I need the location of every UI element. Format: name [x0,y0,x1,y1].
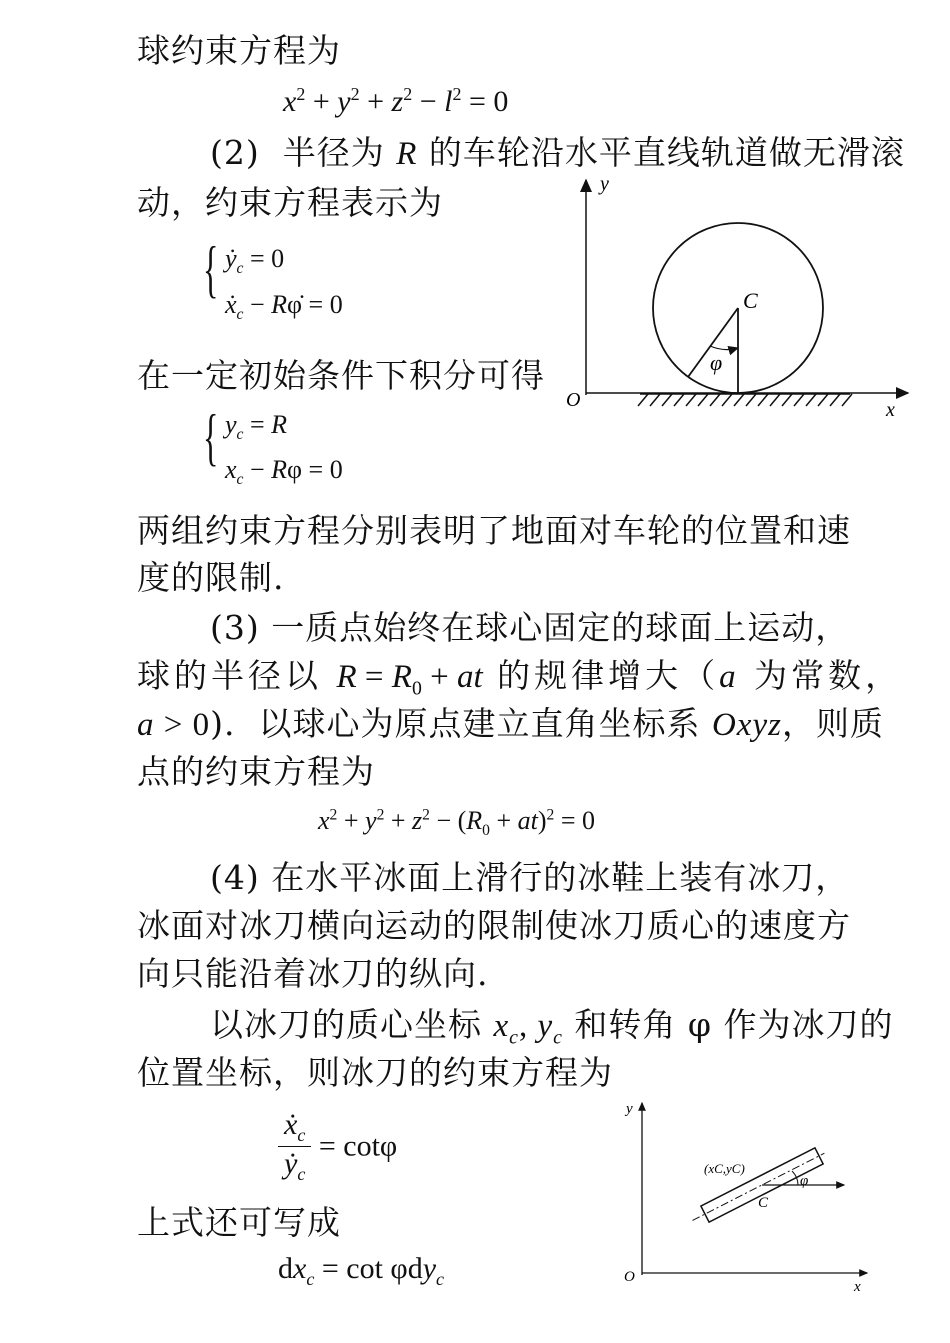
brace-wheel-vel: { [203,233,219,304]
item2-line2: 动，约束方程表示为 [137,183,443,222]
equation-sphere: $x^2 + y^2 + z^2 - (R_0 + at)^2 = 0$ [318,806,596,840]
figure-blade [612,1095,872,1300]
wheel-angle-label: φ [710,350,723,375]
eq-wheel-vel-1: ẏ$_c$ = 0 [225,244,285,278]
blade-origin-label: O [624,1269,635,1285]
blade-line1: 以冰刀的质心坐标 $x_c$, $y_c$ 和转角 φ 作为冰刀的 [210,1005,894,1049]
item3-line1: (3) 一质点始终在球心固定的球面上运动， [210,608,850,647]
item4-line1: (4) 在水平冰面上滑行的冰鞋上装有冰刀， [210,858,850,897]
equation-ball: $x^2 + y^2 + z^2 - l^2 = 0$ [283,84,509,118]
equation-blade-fraction: $\frac{ẋ_c}{ẏ_c}$ = cotφ [278,1108,397,1185]
eq-wheel-pos-1: $y_c = R$ [225,410,288,444]
wheel-origin-label: O [566,389,581,411]
item3-line3: a > 0). 以球心为原点建立直角坐标系 Oxyz，则质 [137,704,884,743]
wheel-center-label: C [743,288,758,313]
ground-hatch [638,394,852,406]
blade-x-label: x [854,1279,861,1295]
wheel-y-label: y [600,173,609,195]
item3-line2: 球的半径以 $R = R_0$ + at 的规律增大（a 为常数， [137,656,903,700]
blade-angle-label: φ [800,1173,809,1189]
figure-wheel [560,170,920,430]
brace-wheel-pos: { [203,401,219,472]
blade-coord-label: (xC,yC) [704,1161,745,1176]
conclusion-line1: 两组约束方程分别表明了地面对车轮的位置和速 [137,511,851,550]
blade-line2: 位置坐标，则冰刀的约束方程为 [137,1053,613,1092]
eq-wheel-vel-2: ẋ$_c$ − Rφ̇ = 0 [225,290,343,324]
item2-line1: (2) 半径为 R 的车轮沿水平直线轨道做无滑滚 [210,133,905,172]
item4-line2: 冰面对冰刀横向运动的限制使冰刀质心的速度方 [137,906,851,945]
para-ball-label: 球约束方程为 [137,31,341,70]
item3-line4: 点的约束方程为 [137,752,375,791]
blade-center-label: C [758,1195,769,1211]
eq-wheel-pos-2: $x_c - R\varphi = 0$ [225,455,343,489]
equation-blade-diff: $dx_c = \cot \varphi dy_c$ [278,1252,445,1289]
conclusion-line2: 度的限制. [137,558,285,597]
wheel-x-label: x [886,399,895,421]
blade-y-label: y [626,1101,633,1117]
integrate-text: 在一定初始条件下积分可得 [137,356,545,395]
rewrite-text: 上式还可写成 [137,1203,341,1242]
item4-line3: 向只能沿着冰刀的纵向. [137,954,489,993]
